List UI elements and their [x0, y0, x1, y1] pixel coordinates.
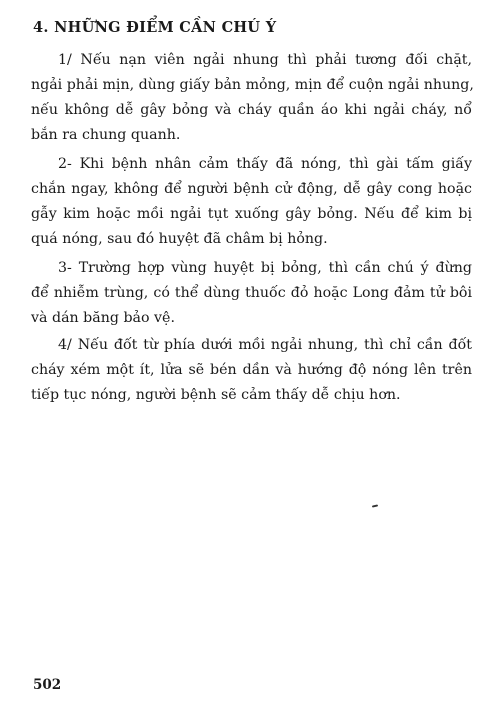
paragraph-line: 1/ Nếu nạn viên ngải nhung thì phải tương đối chặt, [58, 52, 472, 68]
page-number: 502 [33, 677, 62, 693]
paragraph-line: 2- Khi bệnh nhân cảm thấy đã nóng, thì gài tấm giấy [58, 156, 472, 172]
paragraph-1 [31, 48, 472, 148]
paragraph-4 [31, 333, 472, 408]
paragraph-line: gẫy kim hoặc mồi ngải tụt xuống gây bỏng. Nếu để kim bị [31, 206, 472, 222]
paragraph-line: bắn ra chung quanh. [31, 127, 181, 143]
paragraph-line: ngải phải mịn, dùng giấy bản mỏng, mịn để cuộn ngải nhung, [31, 77, 474, 93]
paragraph-line: 4/ Nếu đốt từ phía dưới mồi ngải nhung, thì chỉ cần đốt [58, 337, 472, 353]
paragraph-line: nếu không dễ gây bỏng và cháy quần áo khi ngải cháy, nổ [31, 102, 472, 118]
paragraph-line: để nhiễm trùng, có thể dùng thuốc đỏ hoặc Long đảm tử bôi [31, 285, 472, 301]
paragraph-line: và dán băng bảo vệ. [31, 310, 175, 326]
paragraph-2 [31, 152, 472, 252]
section-heading: 4. NHỮNG ĐIỂM CẦN CHÚ Ý [33, 19, 277, 36]
ink-speck [372, 504, 378, 507]
paragraph-line: tiếp tục nóng, người bệnh sẽ cảm thấy dễ chịu hơn. [31, 387, 401, 403]
paragraph-line: chắn ngay, không để người bệnh cử động, dễ gây cong hoặc [31, 181, 472, 197]
paragraph-3 [31, 256, 472, 331]
paragraph-line: quá nóng, sau đó huyệt đã châm bị hỏng. [31, 231, 328, 247]
paragraph-line: 3- Trường hợp vùng huyệt bị bỏng, thì cần chú ý đừng [58, 260, 472, 276]
paragraph-line: cháy xém một ít, lửa sẽ bén dần và hướng độ nóng lên trên [31, 362, 472, 378]
